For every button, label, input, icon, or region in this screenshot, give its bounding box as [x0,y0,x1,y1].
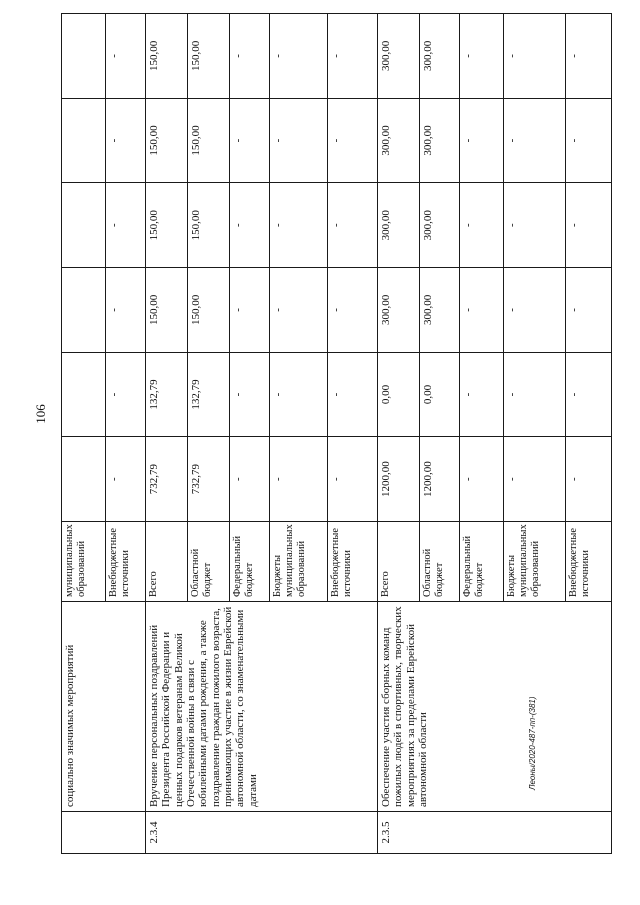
value-cell: - [504,98,566,183]
page-number: 106 [33,404,48,424]
value-cell: 300,00 [420,268,460,353]
row-description-cell: социально значимых мероприятий [62,602,146,812]
measure-code-cell: 2.3.4 [146,812,378,854]
value-cell: - [504,352,566,437]
value-cell: - [270,437,328,522]
value-cell: 150,00 [146,14,188,99]
value-cell: - [230,98,270,183]
value-cell: - [460,14,504,99]
value-cell: 150,00 [146,98,188,183]
value-cell [62,352,106,437]
value-cell: - [230,183,270,268]
value-cell: - [270,14,328,99]
table-row [146,14,188,854]
value-cell: 150,00 [146,183,188,268]
value-cell: - [230,352,270,437]
funding-source-cell: Областной бюджет [420,522,460,602]
funding-source-cell: Областной бюджет [188,522,230,602]
value-cell: - [328,98,378,183]
value-cell [62,183,106,268]
value-cell: - [106,183,146,268]
value-cell: 1200,00 [378,437,420,522]
value-cell: - [270,183,328,268]
value-cell: - [106,14,146,99]
value-cell: - [460,98,504,183]
value-cell: - [504,14,566,99]
value-cell [62,437,106,522]
value-cell: 732,79 [146,437,188,522]
table-row [62,14,106,854]
value-cell: 732,79 [188,437,230,522]
value-cell: - [106,268,146,353]
value-cell: 132,79 [146,352,188,437]
value-cell: 150,00 [188,183,230,268]
value-cell: - [504,437,566,522]
value-cell: 150,00 [188,98,230,183]
value-cell: - [460,268,504,353]
funding-source-cell: Внебюджетные источники [328,522,378,602]
value-cell: - [270,98,328,183]
value-cell [62,98,106,183]
funding-source-cell: Бюджеты муниципальных образований [270,522,328,602]
table-area [61,14,591,854]
measure-description-cell: Вручение персональных поздравлений Президента Российской Федерации и ценных подарков ветеранам Великой Отечественной войны в связи с юбилейными датами рождения, а также поздравление граждан пожилого возраста, принимающих участие в жизни Еврейской автономной области, со знаменательными датами [146,602,378,812]
value-cell: - [230,268,270,353]
value-cell: 150,00 [188,268,230,353]
value-cell: - [566,352,612,437]
value-cell: - [566,183,612,268]
funding-source-cell: муниципальных образований [62,522,106,602]
value-cell [62,268,106,353]
value-cell: - [504,183,566,268]
value-cell: 132,79 [188,352,230,437]
value-cell: - [566,437,612,522]
value-cell: 300,00 [378,268,420,353]
document-code: Леоны/2020-487-пп-(381) [528,696,537,790]
measure-description-cell: Обеспечение участия сборных команд пожилых людей в спортивных, творческих мероприятиях за пределами Еврейской автономной области [378,602,612,812]
value-cell: - [270,352,328,437]
value-cell: - [566,14,612,99]
value-cell: 0,00 [378,352,420,437]
value-cell: - [230,437,270,522]
value-cell: 300,00 [378,98,420,183]
value-cell: - [106,352,146,437]
value-cell: 150,00 [146,268,188,353]
value-cell: - [328,14,378,99]
value-cell: 1200,00 [420,437,460,522]
value-cell: 300,00 [378,14,420,99]
value-cell: - [106,98,146,183]
value-cell: - [460,183,504,268]
funding-source-cell: Всего [378,522,420,602]
funding-source-cell: Федеральный бюджет [460,522,504,602]
value-cell: - [460,352,504,437]
value-cell [62,14,106,99]
value-cell: - [460,437,504,522]
value-cell: 300,00 [420,14,460,99]
value-cell: 300,00 [420,98,460,183]
funding-source-cell: Всего [146,522,188,602]
funding-source-cell: Бюджеты муниципальных образований [504,522,566,602]
value-cell: - [566,268,612,353]
value-cell: - [106,437,146,522]
value-cell: - [504,268,566,353]
row-code-cell [62,812,146,854]
value-cell: - [328,183,378,268]
table-row [378,14,420,854]
funding-source-cell: Внебюджетные источники [566,522,612,602]
value-cell: - [328,437,378,522]
value-cell: - [566,98,612,183]
value-cell: 300,00 [420,183,460,268]
value-cell: - [230,14,270,99]
value-cell: 0,00 [420,352,460,437]
funding-source-cell: Внебюджетные источники [106,522,146,602]
value-cell: - [328,268,378,353]
value-cell: 300,00 [378,183,420,268]
funding-source-cell: Федеральный бюджет [230,522,270,602]
value-cell: - [328,352,378,437]
value-cell: 150,00 [188,14,230,99]
value-cell: - [270,268,328,353]
budget-table [61,13,612,854]
measure-code-cell: 2.3.5 [378,812,612,854]
